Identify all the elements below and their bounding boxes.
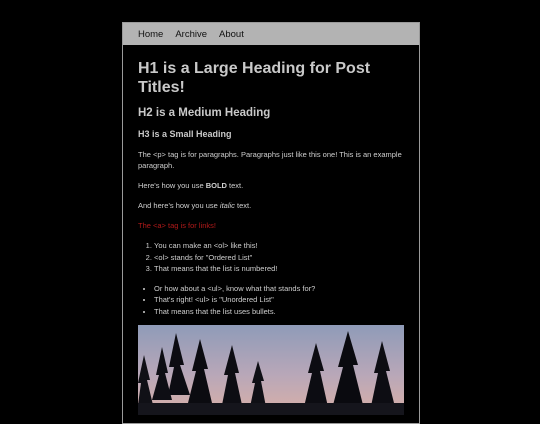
link-paragraph bbox=[138, 220, 404, 231]
italic-suffix: text. bbox=[234, 201, 252, 210]
bold-suffix: text. bbox=[226, 181, 244, 190]
bold-paragraph bbox=[138, 180, 404, 191]
unordered-list-item: • That's right! <ul> is "Unordered List" bbox=[154, 294, 404, 306]
post-content bbox=[123, 45, 419, 415]
post-title-h1: H1 is a Large Heading for Post Titles! bbox=[138, 60, 371, 96]
italic-prefix: And here's how you use bbox=[138, 201, 220, 210]
example-paragraph: The <p> tag is for paragraphs. Paragraphs just like this one! This is an example paragraph. bbox=[138, 150, 402, 170]
ordered-list-item: 1. You can make an <ol> like this! bbox=[154, 240, 404, 252]
nav-about-link[interactable]: About bbox=[219, 28, 244, 40]
bold-prefix: Here's how you use bbox=[138, 181, 206, 190]
winter-trees-photo bbox=[138, 325, 404, 415]
bold-word: BOLD bbox=[205, 181, 227, 190]
example-link[interactable]: The <a> tag is for links! bbox=[138, 221, 216, 230]
nav-home-link[interactable]: Home bbox=[138, 28, 164, 40]
unordered-list bbox=[138, 283, 404, 318]
ordered-list-item: 3. That means that the list is numbered! bbox=[154, 263, 404, 275]
unordered-list-item: • Or how about a <ul>, know what that stands for? bbox=[154, 283, 404, 295]
unordered-list-item: • That means that the list uses bullets. bbox=[154, 306, 404, 318]
top-navbar bbox=[123, 23, 419, 45]
nav-archive-link[interactable]: Archive bbox=[175, 28, 208, 40]
page-container bbox=[122, 22, 420, 424]
ordered-list-item: 2. <ol> stands for "Ordered List" bbox=[154, 252, 404, 264]
ordered-list bbox=[138, 240, 404, 275]
italic-paragraph bbox=[138, 200, 404, 211]
photo-image bbox=[138, 325, 404, 415]
heading-h2: H2 is a Medium Heading bbox=[138, 107, 271, 119]
heading-h3: H3 is a Small Heading bbox=[138, 129, 232, 139]
italic-word: italic bbox=[219, 201, 235, 210]
